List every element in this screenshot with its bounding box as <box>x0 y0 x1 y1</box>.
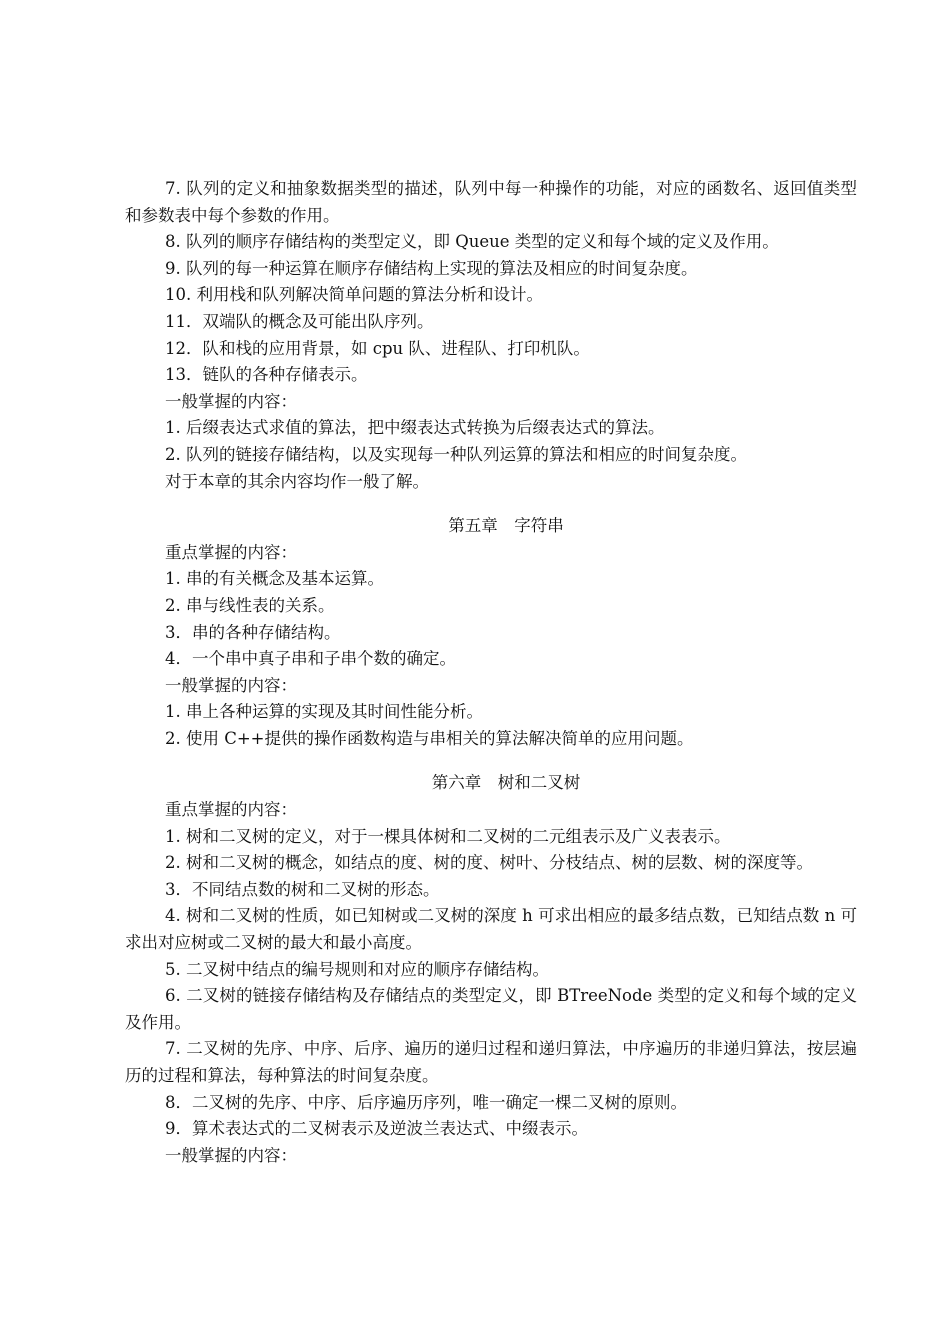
chapter-6-heading: 第六章 树和二叉树 <box>431 773 581 793</box>
chapter-5-section <box>125 513 857 752</box>
paragraph: 5. 二叉树中结点的编号规则和对应的顺序存储结构。 <box>165 959 549 979</box>
paragraph: 11．双端队的概念及可能出队序列。 <box>165 311 434 331</box>
paragraph: 2. 树和二叉树的概念，如结点的度、树的度、树叶、分枝结点、树的层数、树的深度等。 <box>165 853 813 873</box>
paragraph: 9．算术表达式的二叉树表示及逆波兰表达式、中缀表示。 <box>165 1119 588 1139</box>
paragraph: 3．不同结点数的树和二叉树的形态。 <box>165 879 440 899</box>
paragraph: 对于本章的其余内容均作一般了解。 <box>165 471 429 491</box>
paragraph: 6. 二叉树的链接存储结构及存储结点的类型定义，即 BTreeNode 类型的定义和每个域的定义及作用。 <box>125 986 857 1032</box>
paragraph: 2. 串与线性表的关系。 <box>165 595 335 615</box>
paragraph: 一般掌握的内容： <box>165 1145 297 1165</box>
chapter-5-heading: 第五章 字符串 <box>448 516 564 536</box>
paragraph: 4. 树和二叉树的性质，如已知树或二叉树的深度 h 可求出相应的最多结点数，已知结点数 n 可求出对应树或二叉树的最大和最小高度。 <box>125 906 857 953</box>
paragraph: 一般掌握的内容： <box>165 391 297 411</box>
chapter-6-section <box>125 770 857 1169</box>
document-page <box>125 176 857 1169</box>
paragraph: 2. 使用 C++提供的操作函数构造与串相关的算法解决简单的应用问题。 <box>165 728 694 748</box>
paragraph: 1. 串的有关概念及基本运算。 <box>165 569 384 589</box>
paragraph: 7. 二叉树的先序、中序、后序、遍历的递归过程和递归算法，中序遍历的非递归算法，按层遍历的过程和算法，每种算法的时间复杂度。 <box>125 1039 857 1085</box>
paragraph: 13．链队的各种存储表示。 <box>165 365 368 385</box>
paragraph: 1. 树和二叉树的定义，对于一棵具体树和二叉树的二元组表示及广义表表示。 <box>165 826 731 846</box>
paragraph: 一般掌握的内容： <box>165 675 297 695</box>
paragraph: 8. 队列的顺序存储结构的类型定义，即 Queue 类型的定义和每个域的定义及作用。 <box>165 232 779 252</box>
paragraph: 8．二叉树的先序、中序、后序遍历序列，唯一确定一棵二叉树的原则。 <box>165 1092 687 1112</box>
paragraph: 10. 利用栈和队列解决简单问题的算法分析和设计。 <box>165 285 543 305</box>
paragraph: 9. 队列的每一种运算在顺序存储结构上实现的算法及相应的时间复杂度。 <box>165 258 698 278</box>
paragraph: 1. 串上各种运算的实现及其时间性能分析。 <box>165 702 483 722</box>
paragraph: 12．队和栈的应用背景，如 cpu 队、进程队、打印机队。 <box>165 338 590 358</box>
paragraph: 4．一个串中真子串和子串个数的确定。 <box>165 649 456 669</box>
paragraph: 1. 后缀表达式求值的算法，把中缀表达式转换为后缀表达式的算法。 <box>165 418 665 438</box>
paragraph: 2. 队列的链接存储结构，以及实现每一种队列运算的算法和相应的时间复杂度。 <box>165 444 747 464</box>
paragraph: 7. 队列的定义和抽象数据类型的描述，队列中每一种操作的功能，对应的函数名、返回值类型和参数表中每个参数的作用。 <box>125 179 857 225</box>
queue-section <box>125 176 857 495</box>
paragraph: 重点掌握的内容： <box>165 800 297 820</box>
paragraph: 3．串的各种存储结构。 <box>165 622 341 642</box>
paragraph: 重点掌握的内容： <box>165 542 297 562</box>
